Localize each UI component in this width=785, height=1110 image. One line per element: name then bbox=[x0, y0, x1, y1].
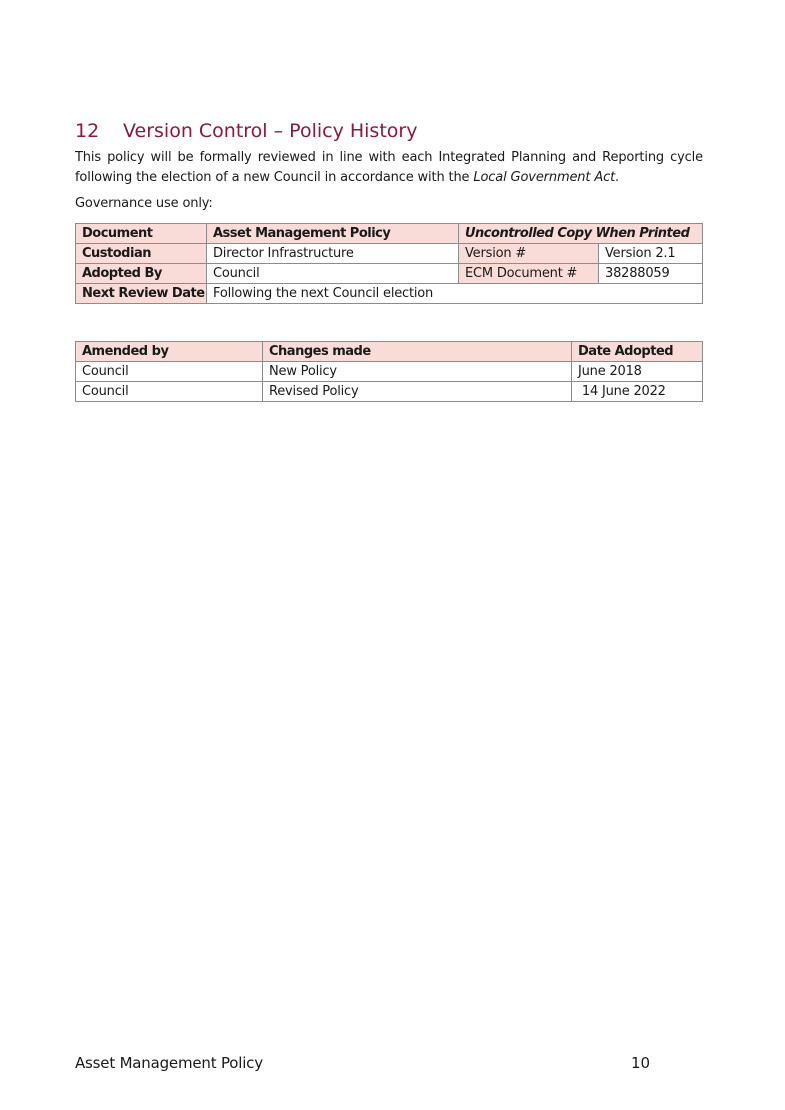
act-name: Local Government Act bbox=[473, 170, 616, 185]
header-changes-made: Changes made bbox=[263, 342, 572, 362]
changes-made-cell: Revised Policy bbox=[263, 382, 572, 402]
section-title: Version Control – Policy History bbox=[123, 119, 418, 142]
ecm-document-label: ECM Document # bbox=[459, 264, 599, 284]
header-date-adopted: Date Adopted bbox=[572, 342, 703, 362]
adopted-by-value: Council bbox=[207, 264, 459, 284]
adopted-by-label: Adopted By bbox=[76, 264, 207, 284]
policy-history-table bbox=[75, 341, 703, 402]
table-row bbox=[76, 362, 703, 382]
footer-document-title: Asset Management Policy bbox=[75, 1054, 263, 1072]
next-review-label: Next Review Date bbox=[76, 284, 207, 304]
governance-note: Governance use only: bbox=[75, 196, 213, 211]
section-number: 12 bbox=[75, 119, 100, 142]
governance-row-adopted-by bbox=[76, 264, 703, 284]
date-adopted-cell: June 2018 bbox=[572, 362, 703, 382]
amended-by-cell: Council bbox=[76, 382, 263, 402]
history-header-row bbox=[76, 342, 703, 362]
intro-paragraph bbox=[75, 148, 703, 188]
section-heading bbox=[75, 120, 417, 142]
version-value: Version 2.1 bbox=[599, 244, 703, 264]
custodian-value: Director Infrastructure bbox=[207, 244, 459, 264]
custodian-label: Custodian bbox=[76, 244, 207, 264]
document-label: Document bbox=[76, 224, 207, 244]
amended-by-cell: Council bbox=[76, 362, 263, 382]
governance-table bbox=[75, 223, 703, 304]
header-amended-by: Amended by bbox=[76, 342, 263, 362]
uncontrolled-copy-label: Uncontrolled Copy When Printed bbox=[459, 224, 703, 244]
date-adopted-cell: 14 June 2022 bbox=[572, 382, 703, 402]
intro-text: This policy will be formally reviewed in line with each Integrated Planning and Reporting cycle following the election of a new Council in accordance with the bbox=[75, 150, 703, 185]
changes-made-cell: New Policy bbox=[263, 362, 572, 382]
intro-period: . bbox=[615, 170, 620, 185]
footer-page-number: 10 bbox=[631, 1054, 651, 1072]
governance-row-custodian bbox=[76, 244, 703, 264]
table-row bbox=[76, 382, 703, 402]
next-review-value: Following the next Council election bbox=[207, 284, 703, 304]
governance-row-document bbox=[76, 224, 703, 244]
ecm-document-value: 38288059 bbox=[599, 264, 703, 284]
document-value: Asset Management Policy bbox=[207, 224, 459, 244]
version-label: Version # bbox=[459, 244, 599, 264]
governance-row-next-review bbox=[76, 284, 703, 304]
